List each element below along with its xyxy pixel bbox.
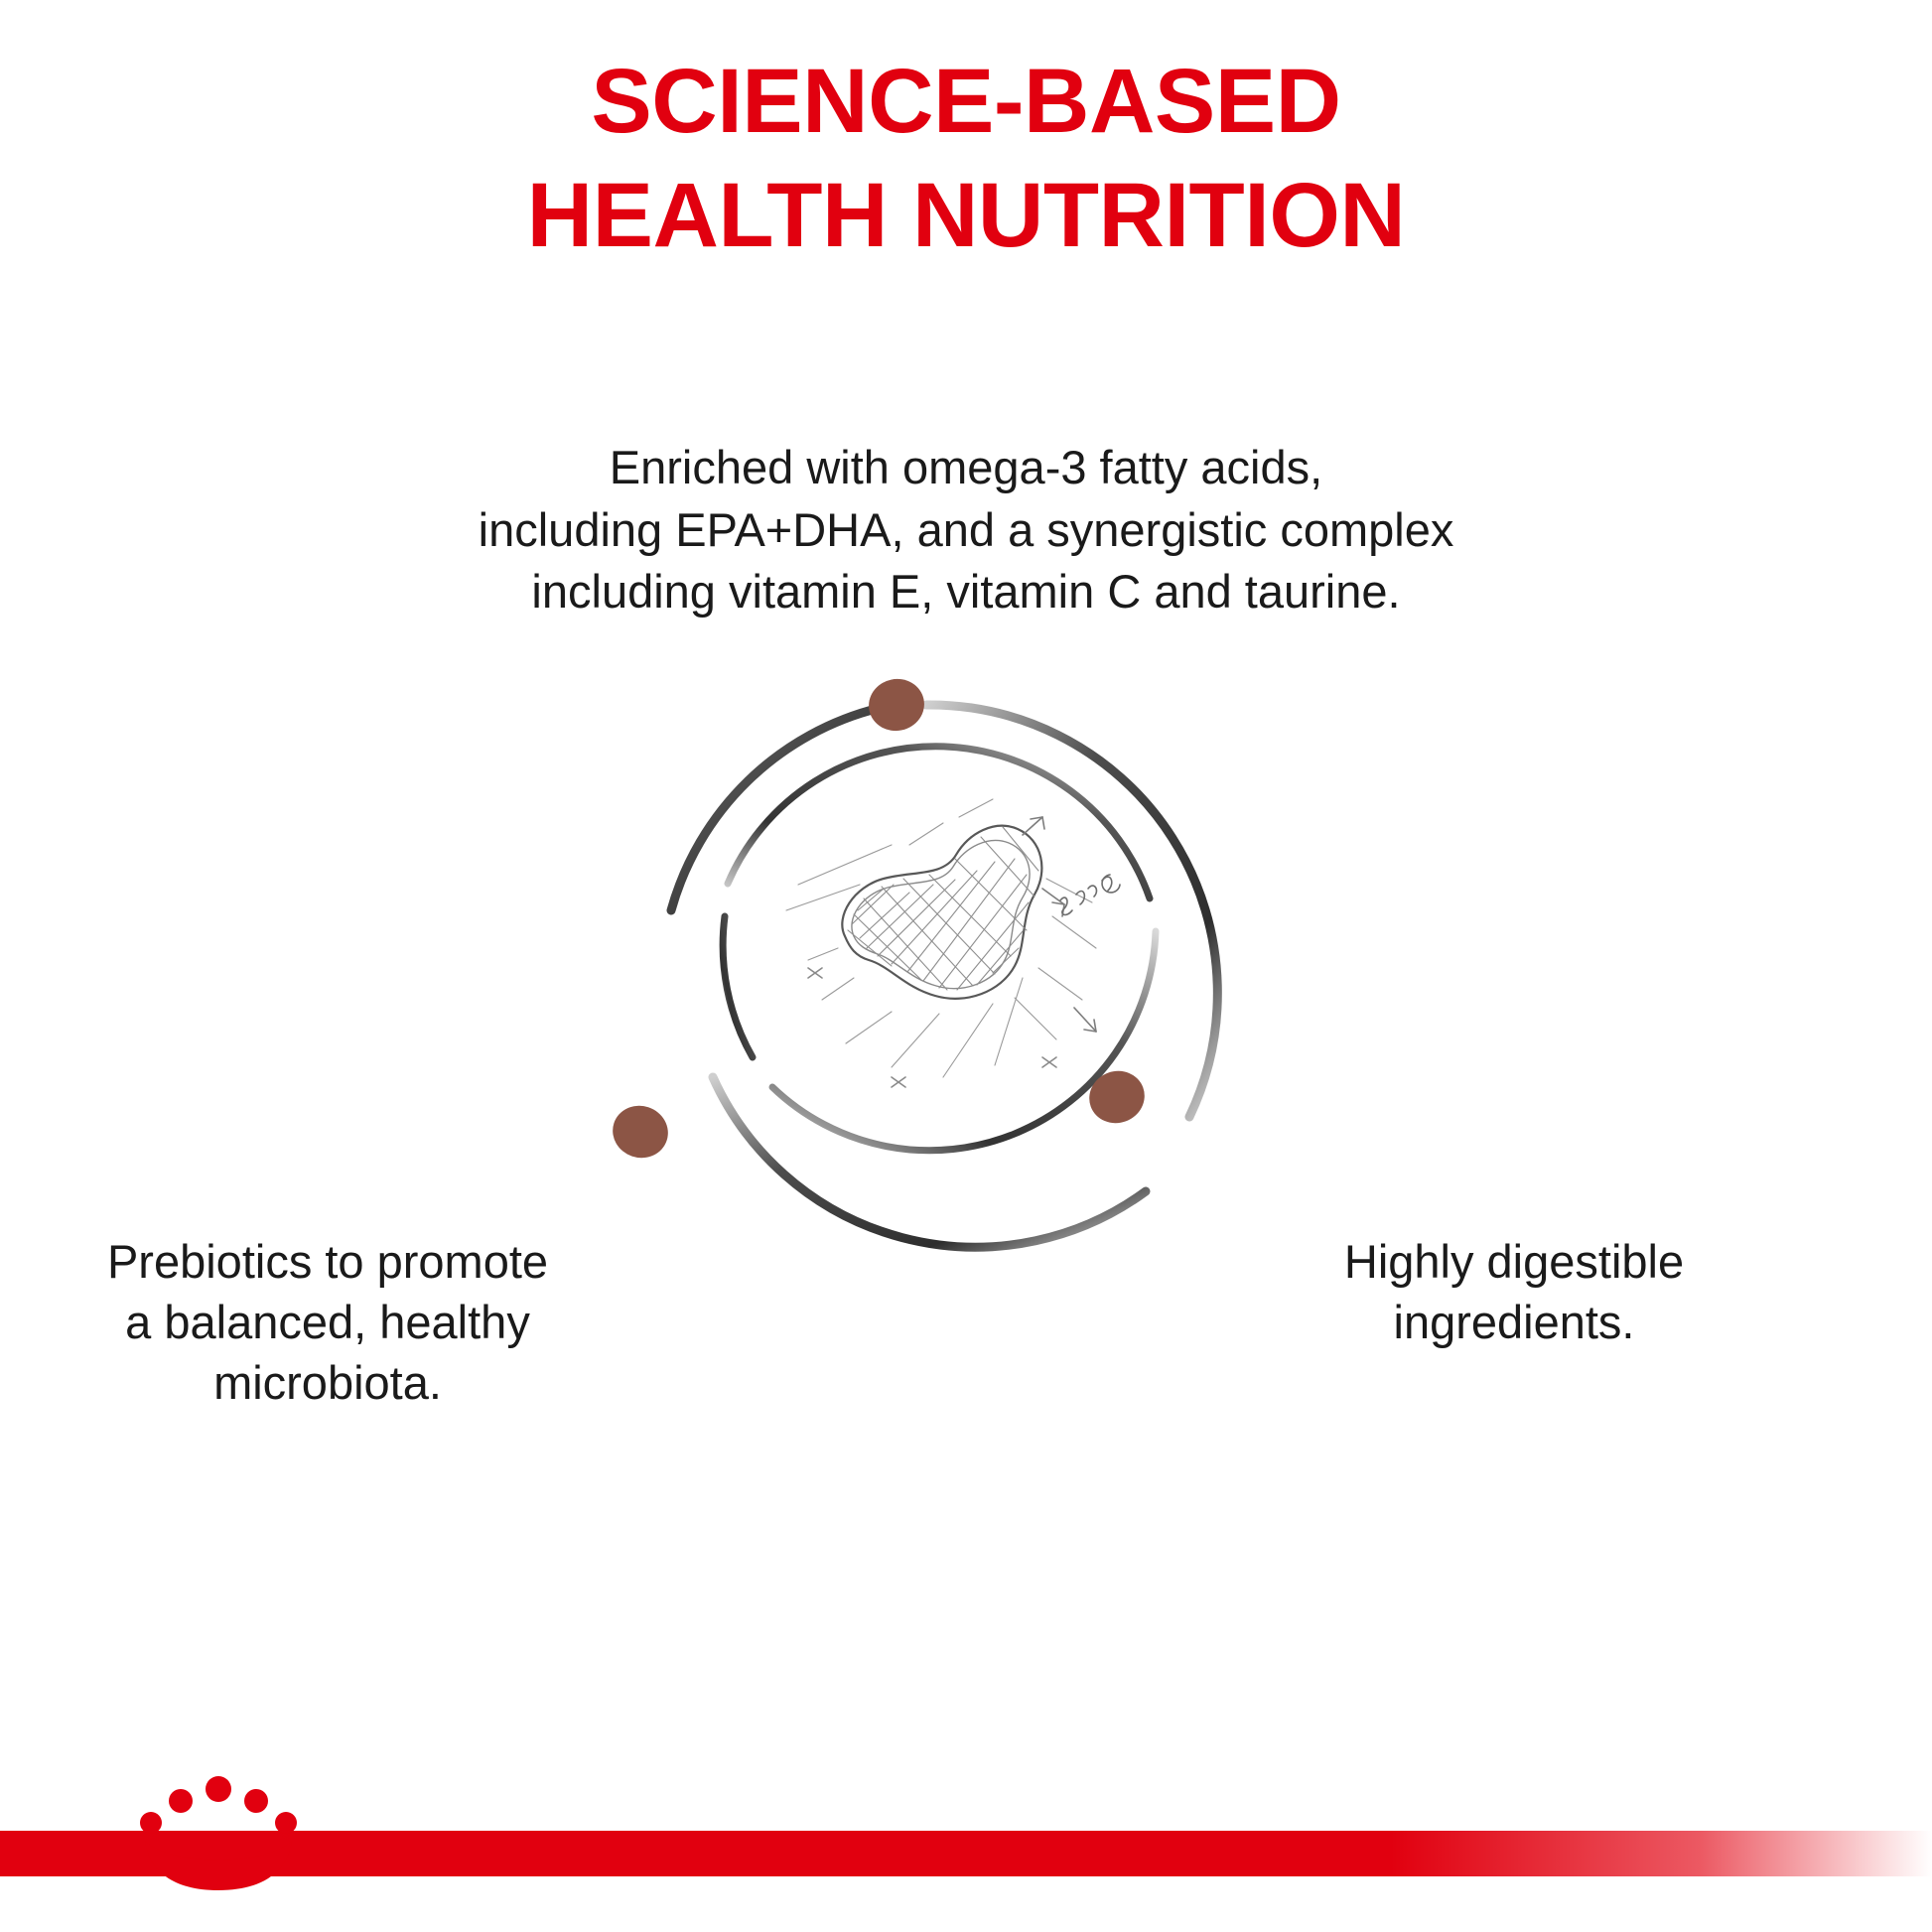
- intro-line-1: Enriched with omega-3 fatty acids,: [609, 441, 1323, 493]
- intro-line-3: including vitamin E, vitamin C and taurine.: [531, 565, 1401, 618]
- title-line-2: HEALTH NUTRITION: [526, 165, 1406, 266]
- page-title: [0, 45, 1932, 273]
- ring-dot-right: [1082, 1063, 1152, 1131]
- intro-paragraph: [0, 437, 1932, 623]
- ring-dot-left: [606, 1099, 674, 1166]
- kibble-sketch-icon: [786, 799, 1120, 1087]
- kibble-ring-graphic: [594, 650, 1289, 1345]
- caption-digestibility: Highly digestible ingredients.: [1343, 1235, 1685, 1349]
- caption-prebiotics: Prebiotics to promote a balanced, healthy microbiota.: [106, 1235, 549, 1410]
- royal-canin-crown-logo: [129, 1775, 308, 1904]
- ring-dot-group: [606, 674, 1152, 1166]
- outer-ring-arc: [671, 705, 1217, 1247]
- title-line-1: SCIENCE-BASED: [591, 51, 1341, 152]
- inner-ring-arc: [723, 747, 1156, 1151]
- intro-line-2: including EPA+DHA, and a synergistic complex: [478, 502, 1454, 556]
- ring-dot-top: [864, 674, 929, 737]
